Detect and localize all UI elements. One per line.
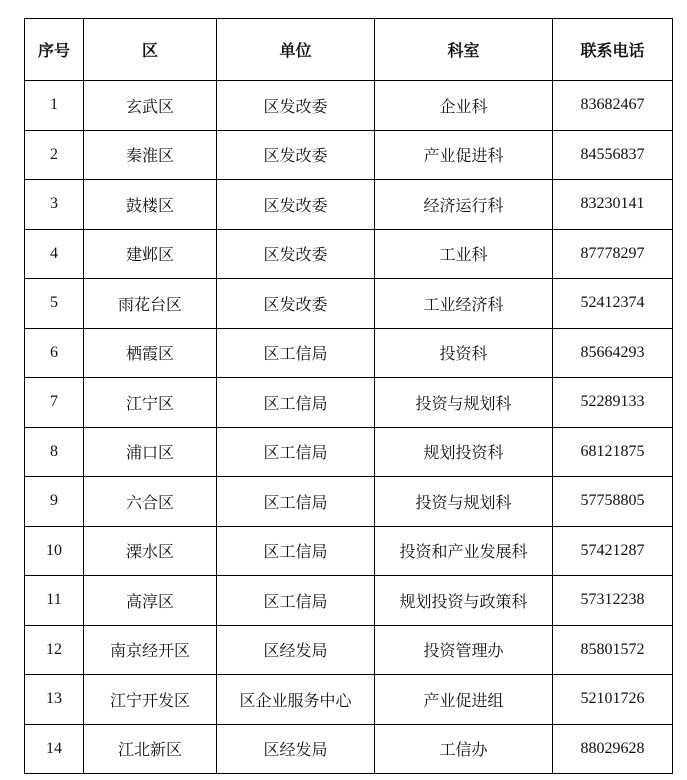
cell-serial-number: 5: [25, 279, 84, 329]
cell-phone: 88029628: [553, 724, 673, 774]
header-serial-number: 序号: [25, 19, 84, 81]
cell-district: 秦淮区: [84, 130, 217, 180]
cell-unit: 区企业服务中心: [217, 675, 375, 725]
cell-district: 南京经开区: [84, 625, 217, 675]
cell-phone: 85664293: [553, 328, 673, 378]
cell-district: 浦口区: [84, 427, 217, 477]
table-body: [25, 81, 673, 774]
table-row: [25, 625, 673, 675]
cell-office: 企业科: [375, 81, 553, 131]
cell-unit: 区工信局: [217, 526, 375, 576]
cell-office: 规划投资与政策科: [375, 576, 553, 626]
cell-office: 工信办: [375, 724, 553, 774]
cell-district: 鼓楼区: [84, 180, 217, 230]
cell-serial-number: 4: [25, 229, 84, 279]
cell-serial-number: 9: [25, 477, 84, 527]
cell-phone: 57758805: [553, 477, 673, 527]
cell-unit: 区工信局: [217, 328, 375, 378]
cell-phone: 87778297: [553, 229, 673, 279]
table-row: [25, 576, 673, 626]
cell-unit: 区工信局: [217, 378, 375, 428]
table-row: [25, 477, 673, 527]
cell-district: 江北新区: [84, 724, 217, 774]
cell-serial-number: 3: [25, 180, 84, 230]
cell-serial-number: 2: [25, 130, 84, 180]
cell-unit: 区经发局: [217, 724, 375, 774]
cell-serial-number: 7: [25, 378, 84, 428]
cell-unit: 区工信局: [217, 427, 375, 477]
cell-unit: 区发改委: [217, 279, 375, 329]
cell-unit: 区工信局: [217, 576, 375, 626]
table-row: [25, 279, 673, 329]
cell-district: 高淳区: [84, 576, 217, 626]
cell-unit: 区发改委: [217, 229, 375, 279]
cell-phone: 85801572: [553, 625, 673, 675]
table-row: [25, 229, 673, 279]
cell-serial-number: 12: [25, 625, 84, 675]
cell-office: 规划投资科: [375, 427, 553, 477]
cell-phone: 57421287: [553, 526, 673, 576]
cell-unit: 区发改委: [217, 180, 375, 230]
cell-serial-number: 11: [25, 576, 84, 626]
cell-serial-number: 8: [25, 427, 84, 477]
table-row: [25, 130, 673, 180]
cell-district: 江宁区: [84, 378, 217, 428]
cell-office: 投资科: [375, 328, 553, 378]
cell-serial-number: 6: [25, 328, 84, 378]
cell-phone: 57312238: [553, 576, 673, 626]
cell-phone: 83682467: [553, 81, 673, 131]
cell-phone: 52289133: [553, 378, 673, 428]
table-row: [25, 675, 673, 725]
cell-serial-number: 1: [25, 81, 84, 131]
contact-table: [24, 18, 673, 774]
cell-phone: 52101726: [553, 675, 673, 725]
cell-district: 溧水区: [84, 526, 217, 576]
cell-office: 工业经济科: [375, 279, 553, 329]
cell-phone: 52412374: [553, 279, 673, 329]
table-row: [25, 81, 673, 131]
table-row: [25, 724, 673, 774]
header-unit: 单位: [217, 19, 375, 81]
cell-office: 投资管理办: [375, 625, 553, 675]
cell-phone: 68121875: [553, 427, 673, 477]
table-row: [25, 378, 673, 428]
table-row: [25, 180, 673, 230]
cell-district: 六合区: [84, 477, 217, 527]
cell-unit: 区经发局: [217, 625, 375, 675]
header-row: [25, 19, 673, 81]
cell-office: 产业促进组: [375, 675, 553, 725]
cell-district: 江宁开发区: [84, 675, 217, 725]
header-phone: 联系电话: [553, 19, 673, 81]
cell-serial-number: 14: [25, 724, 84, 774]
cell-unit: 区工信局: [217, 477, 375, 527]
cell-office: 投资与规划科: [375, 477, 553, 527]
cell-office: 投资与规划科: [375, 378, 553, 428]
cell-serial-number: 13: [25, 675, 84, 725]
cell-office: 产业促进科: [375, 130, 553, 180]
cell-district: 建邺区: [84, 229, 217, 279]
cell-office: 投资和产业发展科: [375, 526, 553, 576]
table-row: [25, 328, 673, 378]
cell-district: 玄武区: [84, 81, 217, 131]
table-row: [25, 427, 673, 477]
header-office: 科室: [375, 19, 553, 81]
cell-district: 雨花台区: [84, 279, 217, 329]
cell-office: 经济运行科: [375, 180, 553, 230]
cell-serial-number: 10: [25, 526, 84, 576]
cell-phone: 84556837: [553, 130, 673, 180]
cell-phone: 83230141: [553, 180, 673, 230]
table-row: [25, 526, 673, 576]
cell-unit: 区发改委: [217, 130, 375, 180]
cell-district: 栖霞区: [84, 328, 217, 378]
cell-unit: 区发改委: [217, 81, 375, 131]
header-district: 区: [84, 19, 217, 81]
cell-office: 工业科: [375, 229, 553, 279]
